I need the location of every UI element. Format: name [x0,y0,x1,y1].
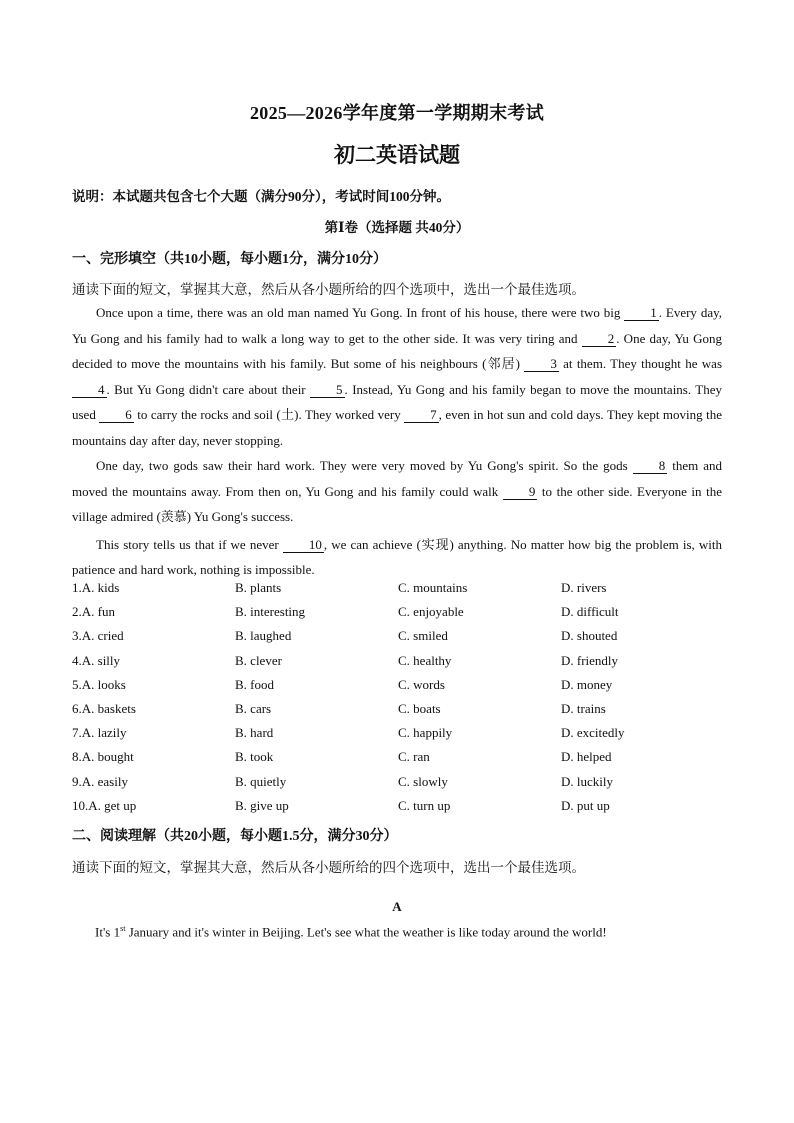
option-choice: 1.A. kids [72,580,120,595]
cloze-blank: 1 [624,306,659,321]
option-choice: 2.A. fun [72,604,115,620]
cloze-text: One day, two gods saw their hard work. They were very moved by Yu Gong's spirit. So the gods [96,458,633,473]
option-choice: C. mountains [398,580,468,595]
option-choice: D. money [561,676,613,692]
cloze-blank: 10 [283,538,324,553]
option-row [72,677,732,701]
cloze-text: . Instead, Yu Gong and his family began to move the mountains. They used [72,381,722,422]
option-row [72,749,732,773]
option-row [72,774,732,798]
option-choice: 7.A. lazily [72,725,127,741]
option-choice: D. difficult [561,604,619,620]
option-choice: B. took [235,749,274,765]
option-choice: 3.A. cried [72,628,124,644]
option-row [72,798,732,822]
cloze-options [72,580,732,822]
cloze-blank: 7 [404,408,439,423]
option-row [72,628,732,652]
cloze-paragraph-3 [72,532,722,583]
option-choice: B. food [235,676,274,692]
option-choice: B. hard [235,725,274,741]
option-choice: 5.A. looks [72,676,126,692]
option-choice: C. slowly [398,773,448,789]
cloze-text: . But Yu Gong didn't care about their [106,381,311,397]
option-choice: B. plants [235,580,282,595]
option-choice: C. ran [398,749,430,765]
option-choice: B. clever [235,652,282,668]
option-choice: C. healthy [398,652,452,668]
cloze-text: to carry the rocks and soil (土). They worked very [133,407,405,422]
section1-instruction: 通读下面的短文，掌握其大意，然后从各小题所给的四个选项中，选出一个最佳选项。 [72,282,585,297]
exam-title: 2025—2026学年度第一学期期末考试 [250,103,544,123]
option-choice: B. cars [235,700,272,716]
option-choice: B. interesting [235,604,306,620]
option-choice: B. quietly [235,773,287,789]
option-choice: C. turn up [398,797,451,813]
option-row [72,653,732,677]
cloze-text: them and moved the mountains away. From then on, Yu Gong and his family could walk [72,458,722,499]
option-choice: 6.A. baskets [72,700,136,716]
cloze-paragraph-2 [72,453,722,530]
reading-passage-a-line [95,924,607,940]
option-choice: 9.A. easily [72,773,128,789]
cloze-text: . One day, Yu Gong decided to move the mountains with his family. But some of his neighbours (邻居) [72,330,723,371]
option-choice: D. friendly [561,652,619,668]
cloze-blank: 5 [310,383,345,398]
option-choice: D. luckily [561,773,613,789]
cloze-text: , even in hot sun and cold days. They kept moving the mountains day after day, never stopping. [72,407,722,448]
cloze-blank: 2 [582,332,617,347]
option-choice: 8.A. bought [72,749,134,765]
cloze-text: to the other side. Everyone in the village admired (羡慕) Yu Gong's success. [72,483,722,524]
cloze-blank: 4 [72,383,107,398]
option-row [72,580,732,604]
passage-label: A [392,899,402,914]
option-choice: C. smiled [398,628,448,644]
cloze-text: This story tells us that if we never [96,536,283,552]
section2-instruction: 通读下面的短文，掌握其大意，然后从各小题所给的四个选项中，选出一个最佳选项。 [72,860,585,875]
option-row [72,725,732,749]
line-pre: It's 1 [95,924,121,940]
cloze-text: . Every day, Yu Gong and his family had to walk a long way to get to the other side. It was very tiring and [72,305,722,346]
option-choice: C. words [398,676,445,692]
option-choice: C. enjoyable [398,604,464,620]
line-post: January and it's winter in Beijing. Let's see what the weather is like today around the world! [125,924,607,940]
cloze-blank: 8 [633,459,668,474]
option-row [72,604,732,628]
cloze-paragraph-1 [72,300,722,453]
line-sup: st [120,924,126,933]
option-choice: D. trains [561,700,606,716]
option-row [72,701,732,725]
cloze-text: , we can achieve (实现) anything. No matter how big the problem is, with patience and hard work, nothing is impossible. [72,536,722,577]
option-choice: D. excitedly [561,725,625,741]
cloze-passage [72,300,722,583]
exam-note: 说明：本试题共包含七个大题（满分90分），考试时间100分钟。 [72,189,450,204]
cloze-blank: 9 [503,485,538,500]
volume-heading: 第Ⅰ卷（选择题 共40分） [324,220,470,235]
section1-heading: 一、完形填空（共10小题，每小题1分，满分10分） [72,252,387,267]
option-choice: D. put up [561,797,610,813]
option-choice: B. laughed [235,628,292,644]
option-choice: B. give up [235,797,289,813]
option-choice: C. happily [398,725,453,741]
option-choice: C. boats [398,700,441,716]
cloze-text: at them. They thought he was [558,356,722,371]
exam-subtitle: 初二英语试题 [334,143,460,167]
cloze-text: Once upon a time, there was an old man named Yu Gong. In front of his house, there were two big [96,305,625,320]
option-choice: 4.A. silly [72,652,121,668]
option-choice: 10.A. get up [72,797,137,813]
option-choice: D. rivers [561,580,607,595]
option-choice: D. helped [561,749,612,765]
option-choice: D. shouted [561,628,618,644]
cloze-blank: 6 [99,408,134,423]
section2-heading: 二、阅读理解（共20小题，每小题1.5分，满分30分） [72,829,398,844]
cloze-blank: 3 [524,357,559,372]
